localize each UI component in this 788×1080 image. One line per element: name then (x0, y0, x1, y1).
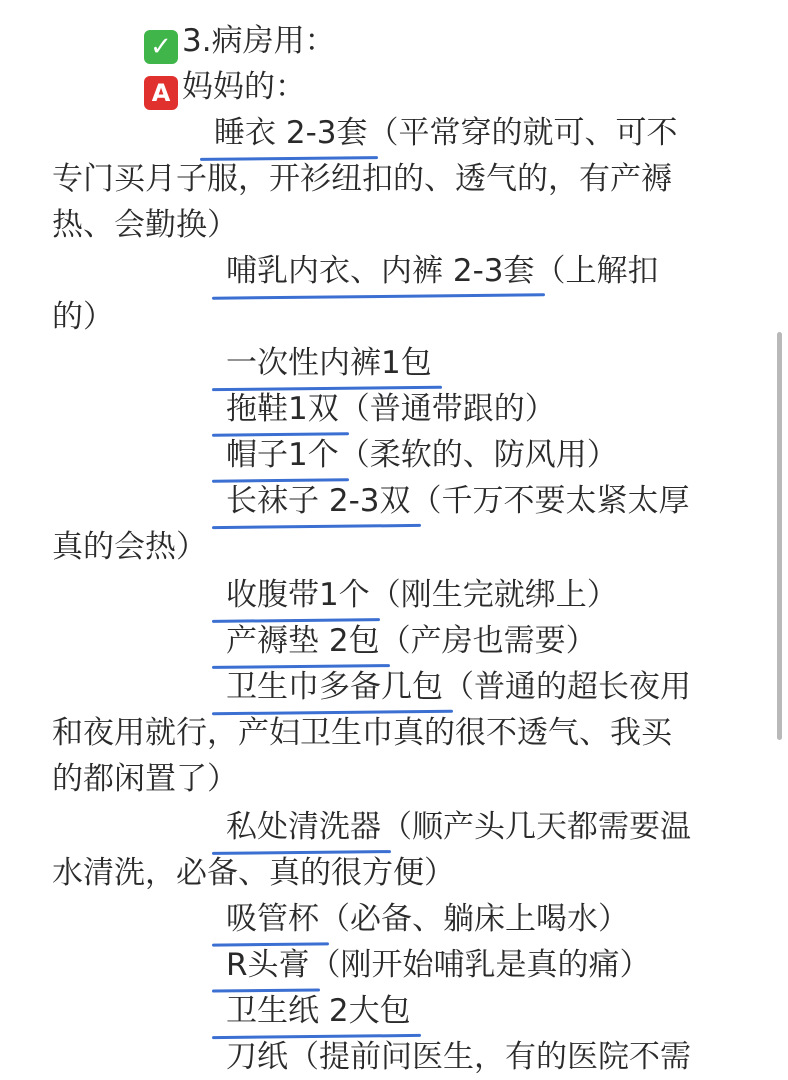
item-name: 收腹带1个 (226, 572, 370, 618)
item-name: 哺乳内衣、内裤 2-3套 (226, 248, 535, 294)
item-note: （刚开始哺乳是真的痛） (309, 947, 651, 983)
item-name: 一次性内裤1包 (226, 340, 432, 386)
item-name: 睡衣 2-3套 (214, 110, 368, 156)
item-note: （普通带跟的） (338, 391, 556, 427)
list-item (52, 804, 732, 850)
list-item (52, 988, 732, 1034)
item-name: 吸管杯 (226, 896, 319, 942)
item-continuation: 热、会勤换） (52, 207, 238, 243)
item-name: 帽子1个 (226, 432, 339, 478)
item-note: （提前问医生，有的医院不需 (288, 1039, 691, 1075)
item-name: 刀纸 (226, 1039, 288, 1075)
item-name: 卫生巾多备几包 (226, 664, 443, 710)
section-heading-line (144, 18, 788, 64)
list-item (52, 478, 732, 524)
list-item (52, 664, 732, 710)
list-item (52, 248, 732, 294)
item-note: （千万不要太紧太厚 (410, 483, 690, 519)
item-name: 拖鞋1双 (226, 386, 339, 432)
list-item (52, 110, 732, 156)
item-name: 私处清洗器 (226, 804, 381, 850)
item-continuation: 水清洗，必备、真的很方便） (52, 855, 455, 891)
item-note: （平常穿的就可、可不 (367, 115, 678, 151)
item-note: （必备、躺床上喝水） (319, 901, 629, 937)
item-name: 卫生纸 2大包 (226, 988, 411, 1034)
item-name: 长袜子 2-3双 (226, 478, 411, 524)
item-continuation: 真的会热） (52, 529, 207, 565)
item-name: R头膏 (226, 942, 310, 988)
mom-heading-line (144, 64, 788, 110)
scrollbar[interactable] (777, 332, 782, 740)
item-note: （产房也需要） (379, 623, 597, 659)
mom-heading: 妈妈的： (182, 69, 306, 105)
a-button-icon: A (144, 76, 178, 110)
item-note: （上解扣 (534, 253, 659, 289)
item-continuation: 专门买月子服，开衫纽扣的、透气的，有产褥 (52, 161, 672, 197)
list-item (52, 386, 732, 432)
list-item (52, 340, 732, 386)
section-heading: 3.病房用： (182, 23, 336, 59)
check-mark-icon: ✓ (144, 30, 178, 64)
list-item (52, 942, 732, 988)
list-item (52, 1034, 732, 1080)
list-item (52, 432, 732, 478)
item-continuation: 的都闲置了） (52, 761, 238, 797)
list-item (52, 572, 732, 618)
item-note: （刚生完就绑上） (369, 577, 618, 613)
list-item (52, 618, 732, 664)
item-note: （普通的超长夜用 (443, 669, 691, 705)
item-continuation: 的） (52, 299, 114, 335)
list-item (52, 896, 732, 942)
item-note: （柔软的、防风用） (338, 437, 618, 473)
item-continuation: 和夜用就行，产妇卫生巾真的很不透气、我买 (52, 715, 672, 751)
item-name: 产褥垫 2包 (226, 618, 380, 664)
item-note: （顺产头几天都需要温 (381, 809, 691, 845)
